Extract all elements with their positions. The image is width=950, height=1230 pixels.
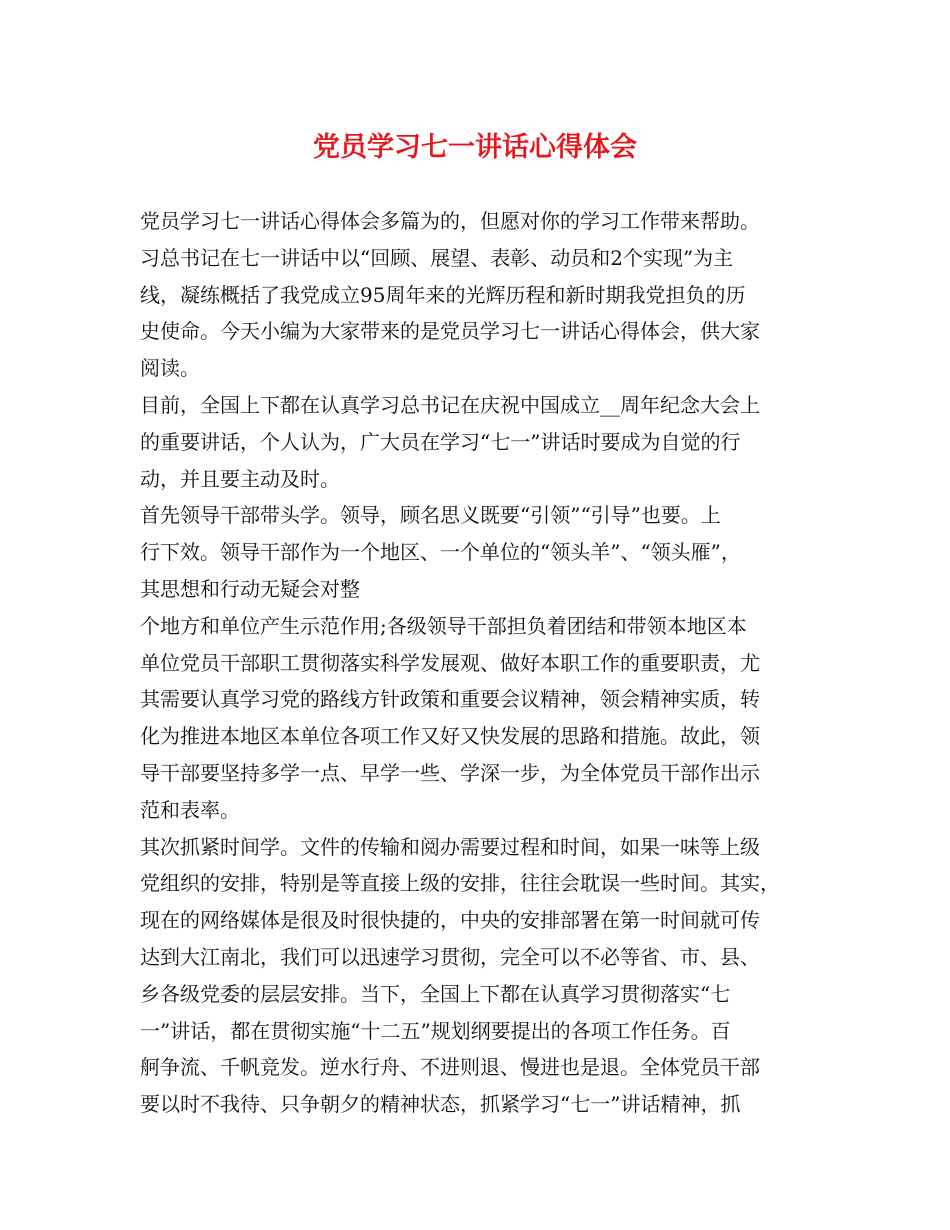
document-title: 党员学习七一讲话心得体会: [313, 132, 637, 163]
text-line: 阅读。: [140, 356, 200, 381]
document-body: [140, 203, 830, 1123]
text-line: 要以时不我待、只争朝夕的精神状态，抓紧学习“七一”讲话精神，抓: [140, 1092, 741, 1117]
text-line: 线，凝练概括了我党成立95周年来的光辉历程和新时期我党担负的历: [140, 282, 746, 307]
text-line: 其思想和行动无疑会对整: [140, 576, 360, 601]
text-line: 行下效。领导干部作为一个地区、一个单位的“领头羊”、“领头雁”，: [140, 540, 741, 565]
text-line: 个地方和单位产生示范作用;各级领导干部担负着团结和带领本地区本: [140, 613, 747, 638]
text-line: 首先领导干部带头学。领导，顾名思义既要“引领”“引导”也要。上: [140, 503, 721, 528]
text-line: 达到大江南北，我们可以迅速学习贯彻，完全可以不必等省、市、县、: [140, 944, 760, 969]
text-line: 化为推进本地区本单位各项工作又好又快发展的思路和措施。故此，领: [140, 724, 760, 749]
text-line: 其需要认真学习党的路线方针政策和重要会议精神，领会精神实质，转: [140, 687, 760, 712]
text-line: 舸争流、千帆竞发。逆水行舟、不进则退、慢进也是退。全体党员干部: [140, 1055, 760, 1080]
text-line: 其次抓紧时间学。文件的传输和阅办需要过程和时间，如果一味等上级: [140, 834, 760, 859]
text-line: 一”讲话，都在贯彻实施“十二五”规划纲要提出的各项工作任务。百: [140, 1018, 731, 1043]
text-line: 乡各级党委的层层安排。当下，全国上下都在认真学习贯彻落实“七: [140, 981, 731, 1006]
text-line: 目前，全国上下都在认真学习总书记在庆祝中国成立__周年纪念大会上: [140, 392, 760, 417]
text-line: 习总书记在七一讲话中以“回顾、展望、表彰、动员和2个实现”为主: [140, 245, 734, 270]
text-line: 单位党员干部职工贯彻落实科学发展观、做好本职工作的重要职责，尤: [140, 650, 760, 675]
text-line: 党组织的安排，特别是等直接上级的安排，往往会耽误一些时间。其实，: [140, 871, 780, 896]
text-line: 范和表率。: [140, 797, 240, 822]
text-line: 导干部要坚持多学一点、早学一些、学深一步，为全体党员干部作出示: [140, 760, 760, 785]
text-line: 现在的网络媒体是很及时很快捷的，中央的安排部署在第一时间就可传: [140, 908, 760, 933]
text-line: 的重要讲话，个人认为，广大员在学习“七一”讲话时要成为自觉的行: [140, 429, 741, 454]
text-line: 动，并且要主动及时。: [140, 466, 340, 491]
text-line: 党员学习七一讲话心得体会多篇为的，但愿对你的学习工作带来帮助。: [140, 209, 760, 233]
text-line: 史使命。今天小编为大家带来的是党员学习七一讲话心得体会，供大家: [140, 319, 760, 344]
